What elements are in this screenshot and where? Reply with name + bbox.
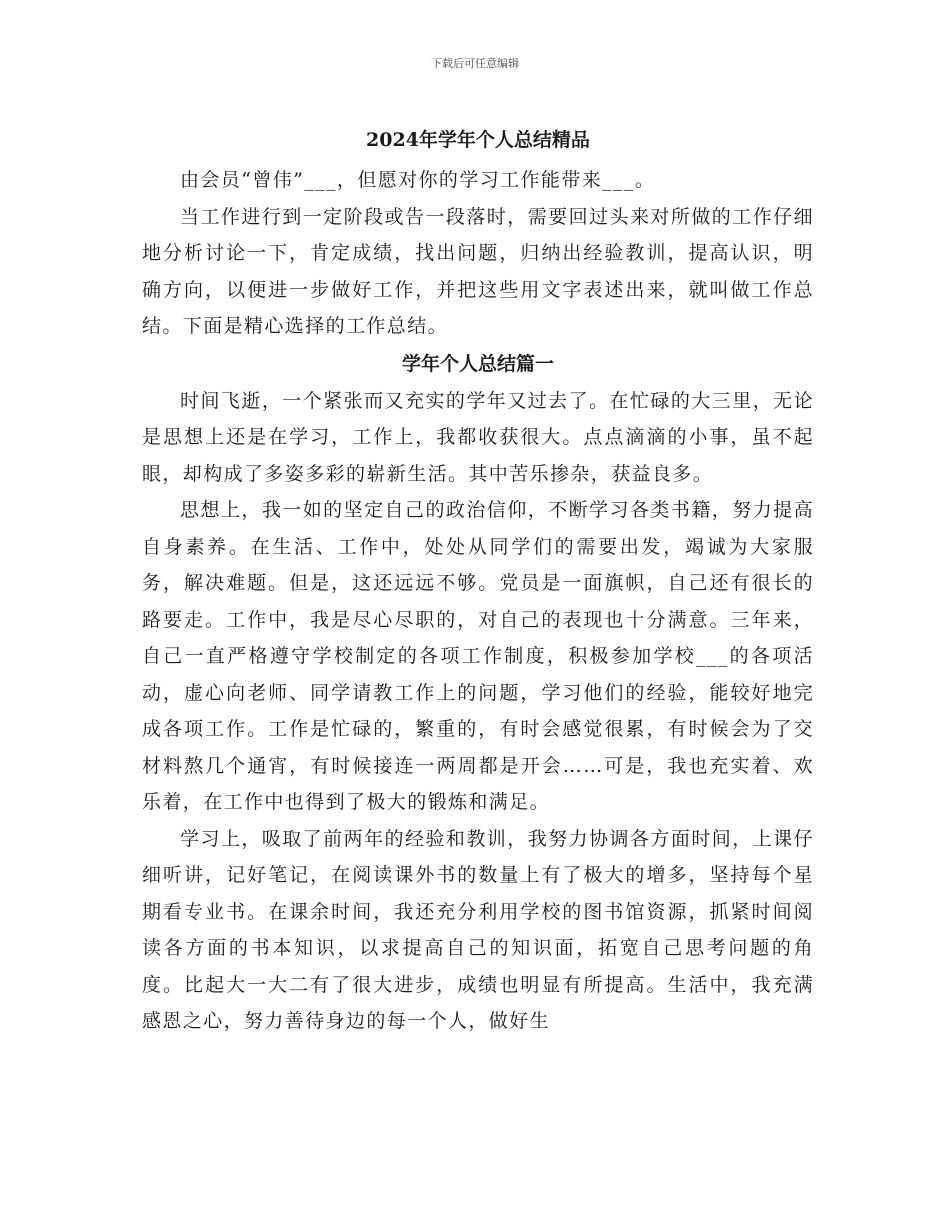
intro-paragraph-2: 当工作进行到一定阶段或告一段落时，需要回过头来对所做的工作仔细地分析讨论一下，肯定成绩，找出问题，归纳出经验教训，提高认识，明确方向，以便进一步做好工作，并把这些用文字表述出来，就叫做工作总结。下面是精心选择的工作总结。	[142, 205, 814, 337]
document-body	[142, 122, 814, 1040]
section-paragraph-2: 思想上，我一如的坚定自己的政治信仰，不断学习各类书籍，努力提高自身素养。在生活、工作中，处处从同学们的需要出发，竭诚为大家服务，解决难题。但是，这还远远不够。党员是一面旗帜，自己还有很长的路要走。工作中，我是尽心尽职的，对自己的表现也十分满意。三年来，自己一直严格遵守学校制定的各项工作制度，积极参加学校___的各项活动，虚心向老师、同学请教工作上的问题，学习他们的经验，能较好地完成各项工作。工作是忙碌的，繁重的，有时会感觉很累，有时候会为了交材料熬几个通宵，有时候接连一两周都是开会……可是，我也充实着、欢乐着，在工作中也得到了极大的锻炼和满足。	[142, 499, 814, 813]
section-title: 学年个人总结篇一	[401, 352, 554, 375]
intro-paragraph-1: 由会员“曾伟”___，但愿对你的学习工作能带来___。	[180, 169, 656, 191]
section-paragraph-3: 学习上，吸取了前两年的经验和教训，我努力协调各方面时间，上课仔细听讲，记好笔记，在阅读课外书的数量上有了极大的增多，坚持每个星期看专业书。在课余时间，我还充分利用学校的图书馆资源，抓紧时间阅读各方面的书本知识，以求提高自己的知识面，拓宽自己思考问题的角度。比起大一大二有了很大进步，成绩也明显有所提高。生活中，我充满感恩之心，努力善待身边的每一个人，做好生	[142, 827, 814, 1032]
document-title: 2024年学年个人总结精品	[366, 129, 590, 151]
section-paragraph-1: 时间飞逝，一个紧张而又充实的学年又过去了。在忙碌的大三里，无论是思想上还是在学习，工作上，我都收获很大。点点滴滴的小事，虽不起眼，却构成了多姿多彩的崭新生活。其中苦乐掺杂，获益良多。	[142, 389, 814, 485]
page-header-note: 下载后可任意编辑	[431, 57, 519, 70]
